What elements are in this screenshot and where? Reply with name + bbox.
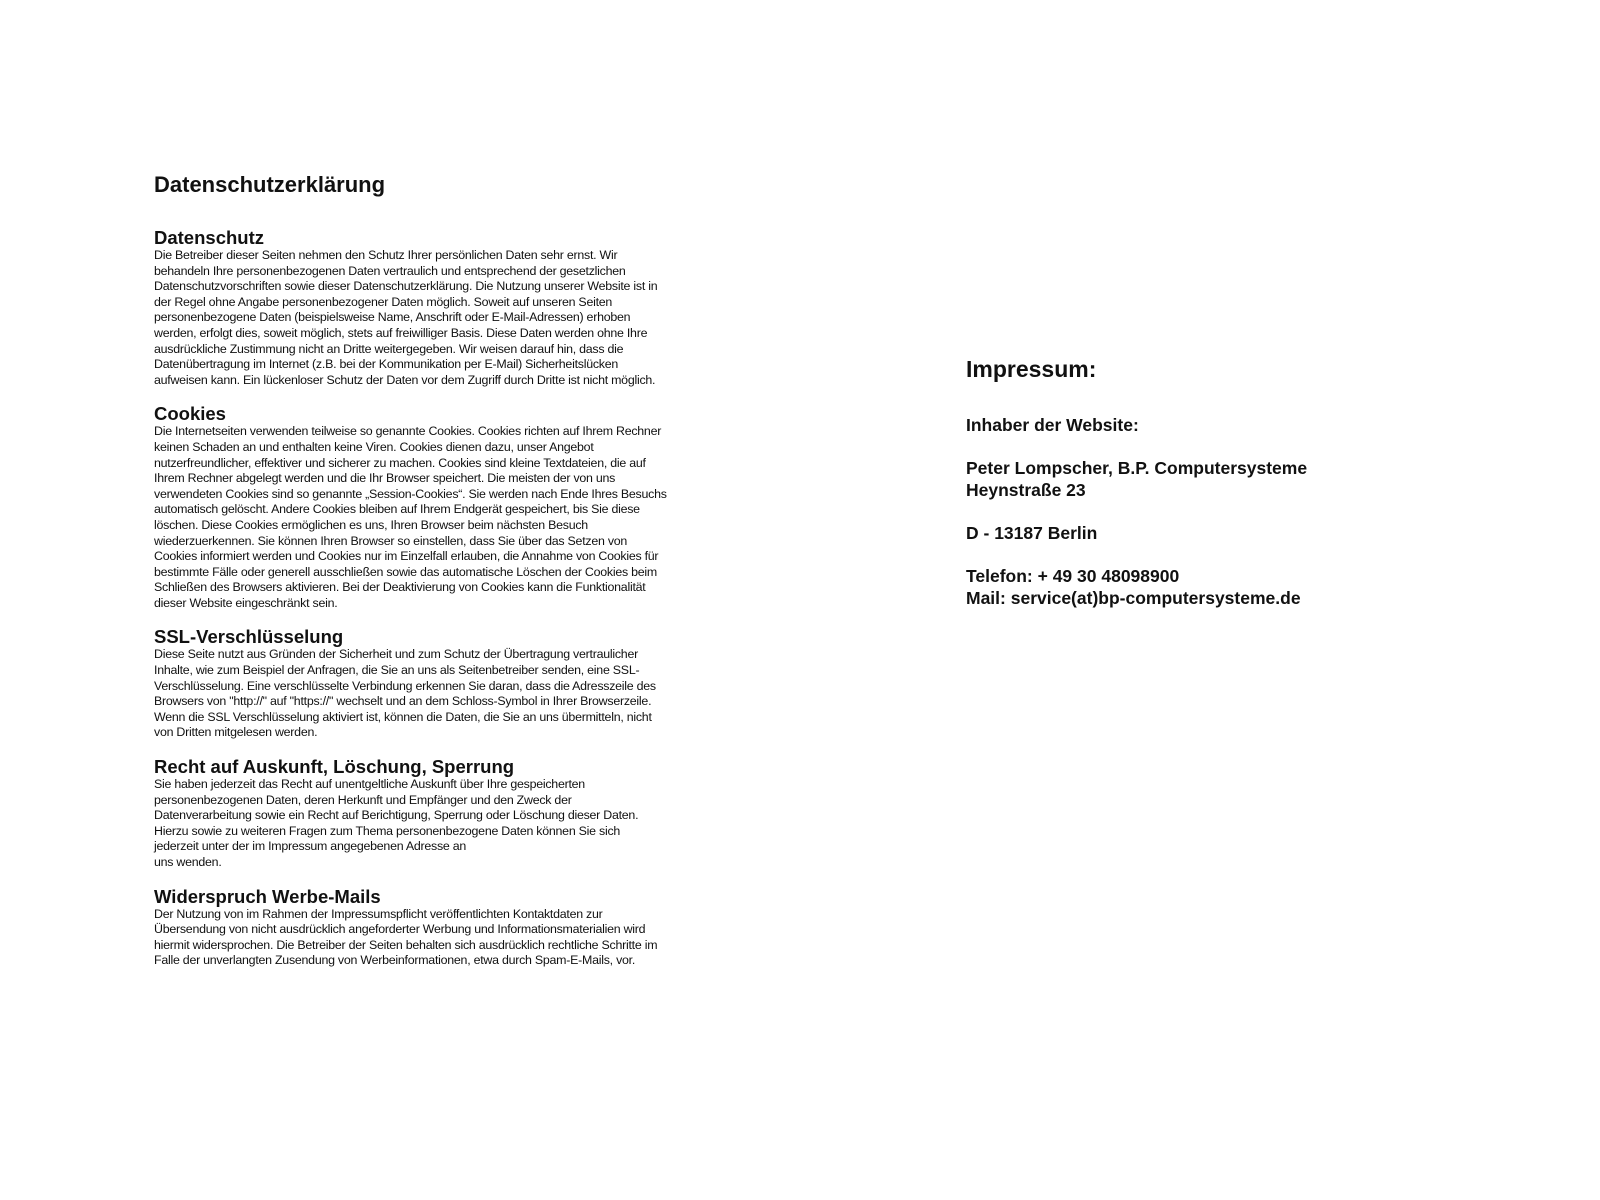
- privacy-statement: [154, 170, 744, 985]
- imprint-street: Heynstraße 23: [966, 480, 1086, 500]
- imprint-address: [966, 457, 1526, 501]
- imprint-city: D - 13187 Berlin: [966, 523, 1098, 543]
- imprint-mail[interactable]: Mail: service(at)bp-computersysteme.de: [966, 588, 1301, 608]
- section-heading: SSL-Verschlüsselung: [154, 626, 344, 648]
- section-cookies: [154, 404, 744, 611]
- section-heading: Recht auf Auskunft, Löschung, Sperrung: [154, 756, 515, 778]
- imprint: [966, 354, 1526, 630]
- section-heading: Datenschutz: [154, 227, 264, 248]
- section-datenschutz: [154, 228, 744, 388]
- imprint-title: Impressum:: [966, 356, 1097, 382]
- section-rights: [154, 757, 744, 871]
- section-heading: Widerspruch Werbe-Mails: [154, 885, 381, 907]
- imprint-owner-label: Inhaber der Website:: [966, 415, 1139, 435]
- section-body: Diese Seite nutzt aus Gründen der Sicherheit und zum Schutz der Übertragung vertraulicher Inhalte, wie zum Beispiel der Anfragen, die Sie an uns als Seitenbetreiber senden, eine SSL- Verschlüsselung. Eine verschlüsselte Verbindung erkennen Sie daran, dass die Adresszeile des Browsers von "http://" auf "https://" wechselt und an dem Schloss-Symbol in Ihrer Browserzeile. Wenn die SSL Verschlüsselung aktiviert ist, können die Daten, die Sie an uns übermitteln, nicht von Dritten mitgelesen werden.: [154, 647, 656, 740]
- imprint-phone: Telefon: + 49 30 48098900: [966, 566, 1180, 586]
- imprint-name: Peter Lompscher, B.P. Computersysteme: [966, 458, 1308, 478]
- privacy-title: Datenschutzerklärung: [154, 172, 386, 197]
- section-body: Der Nutzung von im Rahmen der Impressumspflicht veröffentlichten Kontaktdaten zur Übersendung von nicht ausdrücklich angeforderter Werbung und Informationsmaterialien wird hiermit widersprochen. Die Betreiber der Seiten behalten sich ausdrücklich rechtliche Schritte im Falle der unverlangten Zusendung von Werbeinformationen, etwa durch Spam-E-Mails, vor.: [154, 906, 658, 968]
- section-body: Die Internetseiten verwenden teilweise so genannte Cookies. Cookies richten auf Ihrem Rechner keinen Schaden an und enthalten keine Viren. Cookies dienen dazu, unser Angebot nutzerfreundlicher, effektiver und sicherer zu machen. Cookies sind kleine Textdateien, die auf Ihrem Rechner abgelegt werden und die Ihr Browser speichert. Die meisten der von uns verwendeten Cookies sind so genannte „Session-Cookies“. Sie werden nach Ende Ihres Besuchs automatisch gelöscht. Andere Cookies bleiben auf Ihrem Endgerät gespeichert, bis Sie diese löschen. Diese Cookies ermöglichen es uns, Ihren Browser beim nächsten Besuch wiederzuerkennen. Sie können Ihren Browser so einstellen, dass Sie über das Setzen von Cookies informiert werden und Cookies nur im Einzelfall erlauben, die Annahme von Cookies für bestimmte Fälle oder generell ausschließen sowie das automatische Löschen der Cookies beim Schließen des Browsers aktivieren. Bei der Deaktivierung von Cookies kann die Funktionalität dieser Website eingeschränkt sein.: [154, 424, 667, 610]
- section-heading: Cookies: [154, 403, 226, 425]
- imprint-contact: [966, 565, 1526, 609]
- section-body: Sie haben jederzeit das Recht auf unentgeltliche Auskunft über Ihre gespeicherten personenbezogenen Daten, deren Herkunft und Empfänger und den Zweck der Datenverarbeitung sowie ein Recht auf Berichtigung, Sperrung oder Löschung dieser Daten. Hierzu sowie zu weiteren Fragen zum Thema personenbezogene Daten können Sie sich jederzeit unter der im Impressum angegebenen Adresse an uns wenden.: [154, 777, 639, 869]
- section-ssl: [154, 627, 744, 741]
- section-body: Die Betreiber dieser Seiten nehmen den Schutz Ihrer persönlichen Daten sehr ernst. Wir behandeln Ihre personenbezogenen Daten vertraulich und entsprechend der gesetzlichen Datenschutzvorschriften sowie dieser Datenschutzerklärung. Die Nutzung unserer Website ist in der Regel ohne Angabe personenbezogener Daten möglich. Soweit auf unseren Seiten personenbezogene Daten (beispielsweise Name, Anschrift oder E-Mail-Adressen) erhoben werden, erfolgt dies, soweit möglich, stets auf freiwilliger Basis. Diese Daten werden ohne Ihre ausdrückliche Zustimmung nicht an Dritte weitergegeben. Wir weisen darauf hin, dass die Datenübertragung im Internet (z.B. bei der Kommunikation per E-Mail) Sicherheitslücken aufweisen kann. Ein lückenloser Schutz der Daten vor dem Zugriff durch Dritte ist nicht möglich.: [154, 248, 658, 387]
- section-ad-mails: [154, 887, 744, 969]
